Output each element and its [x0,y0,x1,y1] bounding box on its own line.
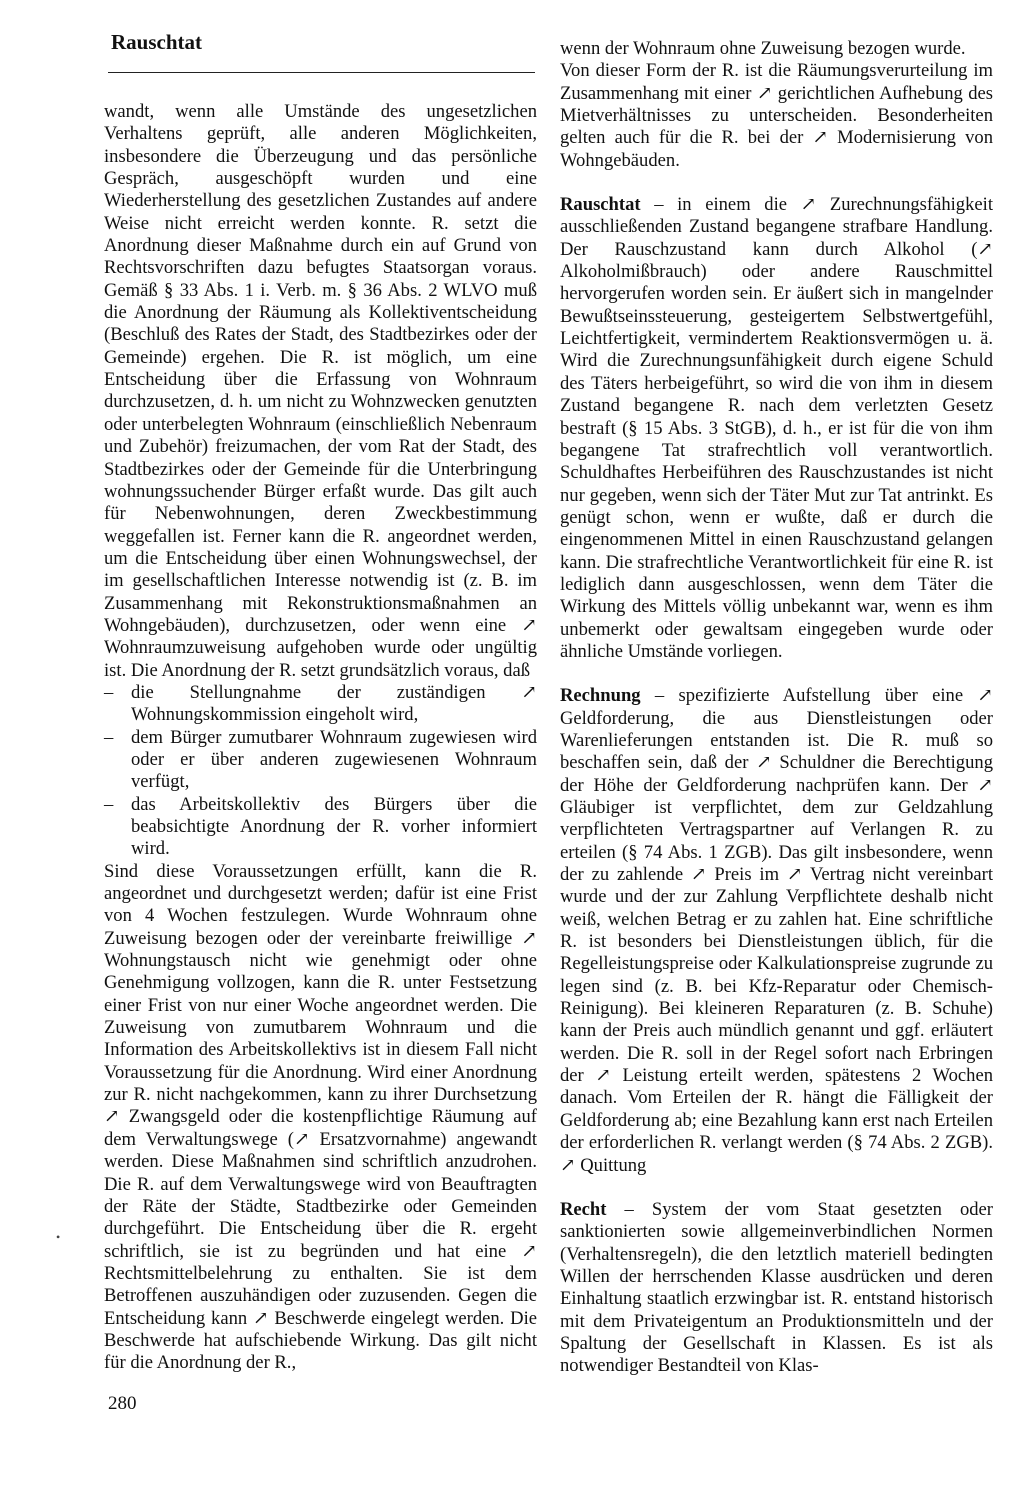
left-intro-paragraph: wandt, wenn alle Umstände des ungesetzlichen Verhaltens geprüft, alle anderen Möglichkeiten, insbesondere die Überzeugung und das persönliche Gespräch, ausgeschöpft wurden und eine Wiederherstellung des gesetzlichen Zustandes auf andere Weise nicht erreicht werden konnte. R. setzt die Anordnung dieser Maßnahme durch ein auf Grund von Rechtsvorschriften dazu befugtes Staatsorgan voraus. Gemäß § 33 Abs. 1 i. Verb. m. § 36 Abs. 2 WLVO muß die Anordnung der Räumung als Kollektiventscheidung (Beschluß des Rates der Stadt, des Stadtbezirkes oder der Gemeinde) ergehen. Die R. ist möglich, um eine Entscheidung über die Erfassung von Wohnraum durchzusetzen, d. h. um nicht zu Wohnzwecken genutzten oder unterbelegten Wohnraum (einschließlich Nebenraum und Zubehör) freizumachen, der vom Rat der Stadt, des Stadtbezirkes oder der Gemeinde für die Unterbringung wohnungssuchender Bürger erfaßt wurde. Das gilt auch für Nebenwohnungen, deren Zweckbestimmung weggefallen ist. Ferner kann die R. angeordnet werden, um die Entscheidung über einen Wohnungswechsel, der im gesellschaftlichen Interesse notwendig ist (z. B. im Zusammenhang mit Rekonstruktionsmaßnahmen an Wohngebäuden), durchzusetzen, oder wenn eine ↗ Wohnraumzuweisung aufgehoben wurde oder ungültig ist. Die Anordnung der R. setzt grundsätzlich voraus, daß [104,101,537,681]
right-continuation-paragraph: wenn der Wohnraum ohne Zuweisung bezogen wurde. [560,38,966,59]
header-rule [108,72,535,73]
page-number: 280 [108,1393,137,1414]
list-item [104,682,537,727]
right-column [560,38,993,1378]
entry-rauschtat [560,194,993,663]
list-item-text: das Arbeitskollektiv des Bürgers über die beabsichtigte Anordnung der R. vorher informiert wird. [131,793,537,860]
margin-mark: • [56,1230,61,1244]
entry-term: Rauschtat [560,194,641,216]
list-item [104,794,537,861]
entry-body: – spezifizierte Aufstellung über eine ↗ Geldforderung, die aus Dienstleistungen oder Warenlieferungen entstanden ist. Die R. muß so beschaffen sein, daß der ↗ Schuldner die Berechtigung der Höhe der Geldforderung nachprüfen kann. Der ↗ Gläubiger ist verpflichtet, dem zur Geldzahlung verpflichteten Vertragspartner auf Verlangen R. zu erteilen (§ 74 Abs. 1 ZGB). Das gilt insbesondere, wenn der zu zahlende ↗ Preis im ↗ Vertrag nicht vereinbart wurde und der zur Zahlung Verpflichtete deshalb nicht weiß, welchen Betrag er zu zahlen hat. Eine schriftliche R. ist besonders bei Dienstleistungen üblich, für die Regelleistungspreise oder Kalkulationspreise zugrunde zu legen sind (z. B. bei Kfz-Reparatur oder Chemisch-Reinigung). Bei kleineren Reparaturen (z. B. Schuhe) kann der Preis auch mündlich genannt und ggf. erläutert werden. Die R. soll in der Regel sofort nach Erbringen der ↗ Leistung erteilt werden, spätestens 2 Wochen danach. Vom Erteilen der R. hängt die Fälligkeit der Geldforderung ab; eine Bezahlung kann erst nach Erteilen der erforderlichen R. verlangt werden (§ 74 Abs. 2 ZGB). ↗ Quittung [560,685,993,1176]
entry-term: Recht [560,1198,607,1220]
requirements-list [104,682,537,861]
left-continuation-paragraph: Sind diese Voraussetzungen erfüllt, kann die R. angeordnet und durchgesetzt werden; dafür ist eine Frist von 4 Wochen festzulegen. Wurde Wohnraum ohne Zuweisung bezogen oder der vereinbarte freiwillige ↗ Wohnungstausch nicht wie genehmigt oder ohne Genehmigung vollzogen, kann die R. unter Festsetzung einer Frist von nur einer Woche angeordnet werden. Die Zuweisung von zumutbarem Wohnraum und die Information des Arbeitskollektivs ist in diesem Fall nicht Voraussetzung für die Anordnung. Wird einer Anordnung zur R. nicht nachgekommen, kann zu ihrer Durchsetzung ↗ Zwangsgeld oder die kostenpflichtige Räumung auf dem Verwaltungswege (↗ Ersatzvornahme) angewandt werden. Diese Maßnahmen sind schriftlich anzudrohen. Die R. auf dem Verwaltungswege wird von Beauftragten der Räte der Städte, Stadtbezirke oder Gemeinden durchgeführt. Die Entscheidung über die R. ergeht schriftlich, sie ist zu begründen und hat eine ↗ Rechtsmittelbelehrung zu enthalten. Sie ist dem Betroffenen auszuhändigen oder zuzusenden. Gegen die Entscheidung kann ↗ Beschwerde eingelegt werden. Die Beschwerde hat aufschiebende Wirkung. Das gilt nicht für die Anordnung der R., [104,860,537,1374]
list-dash: – [104,726,114,748]
entry-rechnung [560,685,993,1177]
entry-body: – in einem die ↗ Zurechnungsfähigkeit ausschließenden Zustand begangene strafbare Handlung. Der Rauschzustand kann durch Alkohol (↗ Alkoholmißbrauch) oder andere Rauschmittel hervorgerufen worden sein. Er äußert sich in mangelnder Bewußtseinssteuerung, gesteigertem Selbstwertgefühl, Leichtfertigkeit, vermindertem Reaktionsvermögen u. ä. Wird die Zurechnungsunfähigkeit durch eigene Schuld des Täters herbeigeführt, so wird die von ihm in diesem Zustand begangene R. nach dem verletzten Gesetz bestraft (§ 15 Abs. 3 StGB), d. h., er ist für die von ihm begangene Tat strafrechtlich voll verantwortlich. Schuldhaftes Herbeiführen des Rauschzustandes ist nicht nur gegeben, wenn sich der Täter Mut zur Tat antrinkt. Es genügt schon, wenn er wußte, daß er durch die eingenommenen Mittel in einen Rauschzustand gelangen kann. Die strafrechtliche Verantwortlichkeit für eine R. ist lediglich dann ausgeschlossen, wenn dem Täter die Wirkung des Mittels völlig unbekannt war, wenn es ihm unbemerkt oder gewaltsam eingegeben wurde oder ähnliche Umstände vorliegen. [560,194,993,662]
list-item-text: dem Bürger zumutbarer Wohnraum zugewiesen wird oder er über anderen zugewiesenen Wohnraum verfügt, [131,726,537,793]
entry-recht [560,1199,993,1378]
right-paragraph: Von dieser Form der R. ist die Räumungsverurteilung im Zusammenhang mit einer ↗ gerichtlichen Aufhebung des Mietverhältnisses zu unterscheiden. Besonderheiten gelten auch für die R. bei der ↗ Modernisierung von Wohngebäuden. [560,60,993,171]
list-dash: – [104,681,114,703]
left-column [104,101,537,1375]
list-item [104,727,537,794]
running-head: Rauschtat [111,30,203,54]
list-dash: – [104,793,114,815]
list-item-text: die Stellungnahme der zuständigen ↗ Wohnungskommission eingeholt wird, [131,681,537,726]
entry-term: Rechnung [560,685,641,707]
entry-body: – System der vom Staat gesetzten oder sanktionierten sowie allgemeinverbindlichen Normen (Verhaltensregeln), die den letztlich materiell bedingten Willen der herrschenden Klasse ausdrücken und deren Einhaltung staatlich erzwingbar ist. R. entstand historisch mit dem Privateigentum an Produktionsmitteln und der Spaltung der Gesellschaft in Klassen. Es ist als notwendiger Bestandteil von Klas- [560,1198,993,1377]
